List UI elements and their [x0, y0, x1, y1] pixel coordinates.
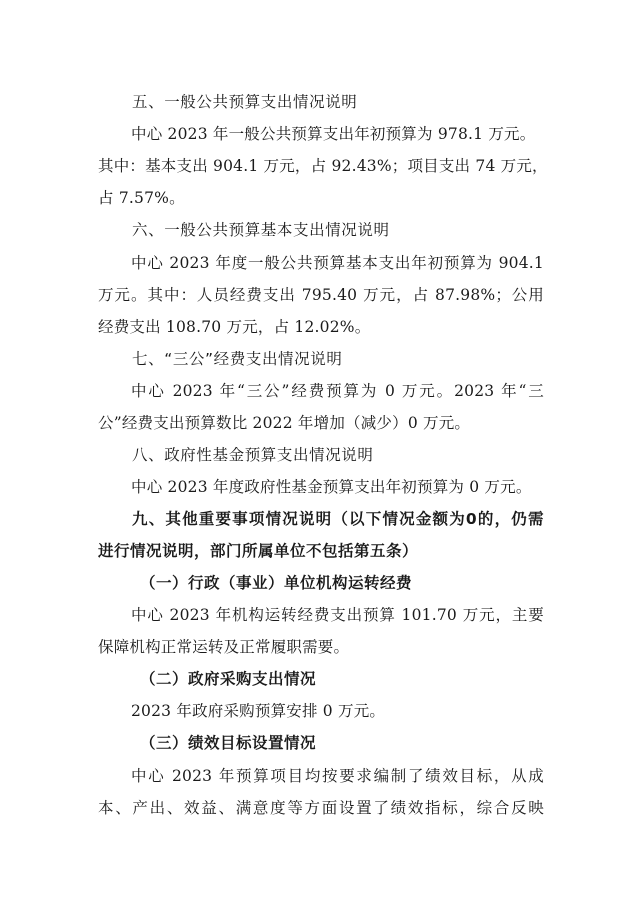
section-9-heading-line-2: 进行情况说明，部门所属单位不包括第五条） — [98, 542, 419, 560]
section-6-line-3: 经费支出 108.70 万元，占 12.02%。 — [98, 318, 371, 336]
section-7-line-2: 公”经费支出预算数比 2022 年增加（减少）0 万元。 — [98, 414, 471, 432]
section-7-heading: 七、“三公”经费支出情况说明 — [132, 350, 343, 368]
section-6-line-2: 万元。其中：人员经费支出 795.40 万元，占 87.98%；公用 — [98, 286, 544, 304]
section-8-line-1: 中心 2023 年度政府性基金预算支出年初预算为 0 万元。 — [131, 478, 532, 496]
section-8-heading: 八、政府性基金预算支出情况说明 — [132, 446, 374, 464]
section-7-line-1: 中心 2023 年“三公”经费预算为 0 万元。2023 年“三 — [131, 382, 544, 400]
subsection-2-line-1: 2023 年政府采购预算安排 0 万元。 — [131, 702, 386, 720]
section-5-line-1: 中心 2023 年一般公共预算支出年初预算为 978.1 万元。 — [131, 125, 536, 143]
subsection-1-line-2: 保障机构正常运转及正常履职需要。 — [98, 638, 350, 656]
section-5-heading: 五、一般公共预算支出情况说明 — [132, 93, 358, 111]
subsection-3-heading: （三）绩效目标设置情况 — [140, 734, 317, 752]
section-6-heading: 六、一般公共预算基本支出情况说明 — [132, 221, 390, 239]
subsection-2-heading: （二）政府采购支出情况 — [140, 670, 317, 688]
section-5-line-3: 占 7.57%。 — [98, 189, 185, 207]
section-9-heading-line-1: 九、其他重要事项情况说明（以下情况金额为0的，仍需 — [132, 510, 544, 528]
subsection-3-line-2: 本、产出、效益、满意度等方面设置了绩效指标，综合反映 — [98, 799, 544, 817]
subsection-1-heading: （一）行政（事业）单位机构运转经费 — [140, 574, 413, 592]
section-5-line-2: 其中：基本支出 904.1 万元，占 92.43%；项目支出 74 万元， — [98, 157, 548, 175]
subsection-1-line-1: 中心 2023 年机构运转经费支出预算 101.70 万元，主要 — [131, 606, 544, 624]
subsection-3-line-1: 中心 2023 年预算项目均按要求编制了绩效目标，从成 — [131, 767, 544, 785]
section-6-line-1: 中心 2023 年度一般公共预算基本支出年初预算为 904.1 — [131, 254, 544, 272]
